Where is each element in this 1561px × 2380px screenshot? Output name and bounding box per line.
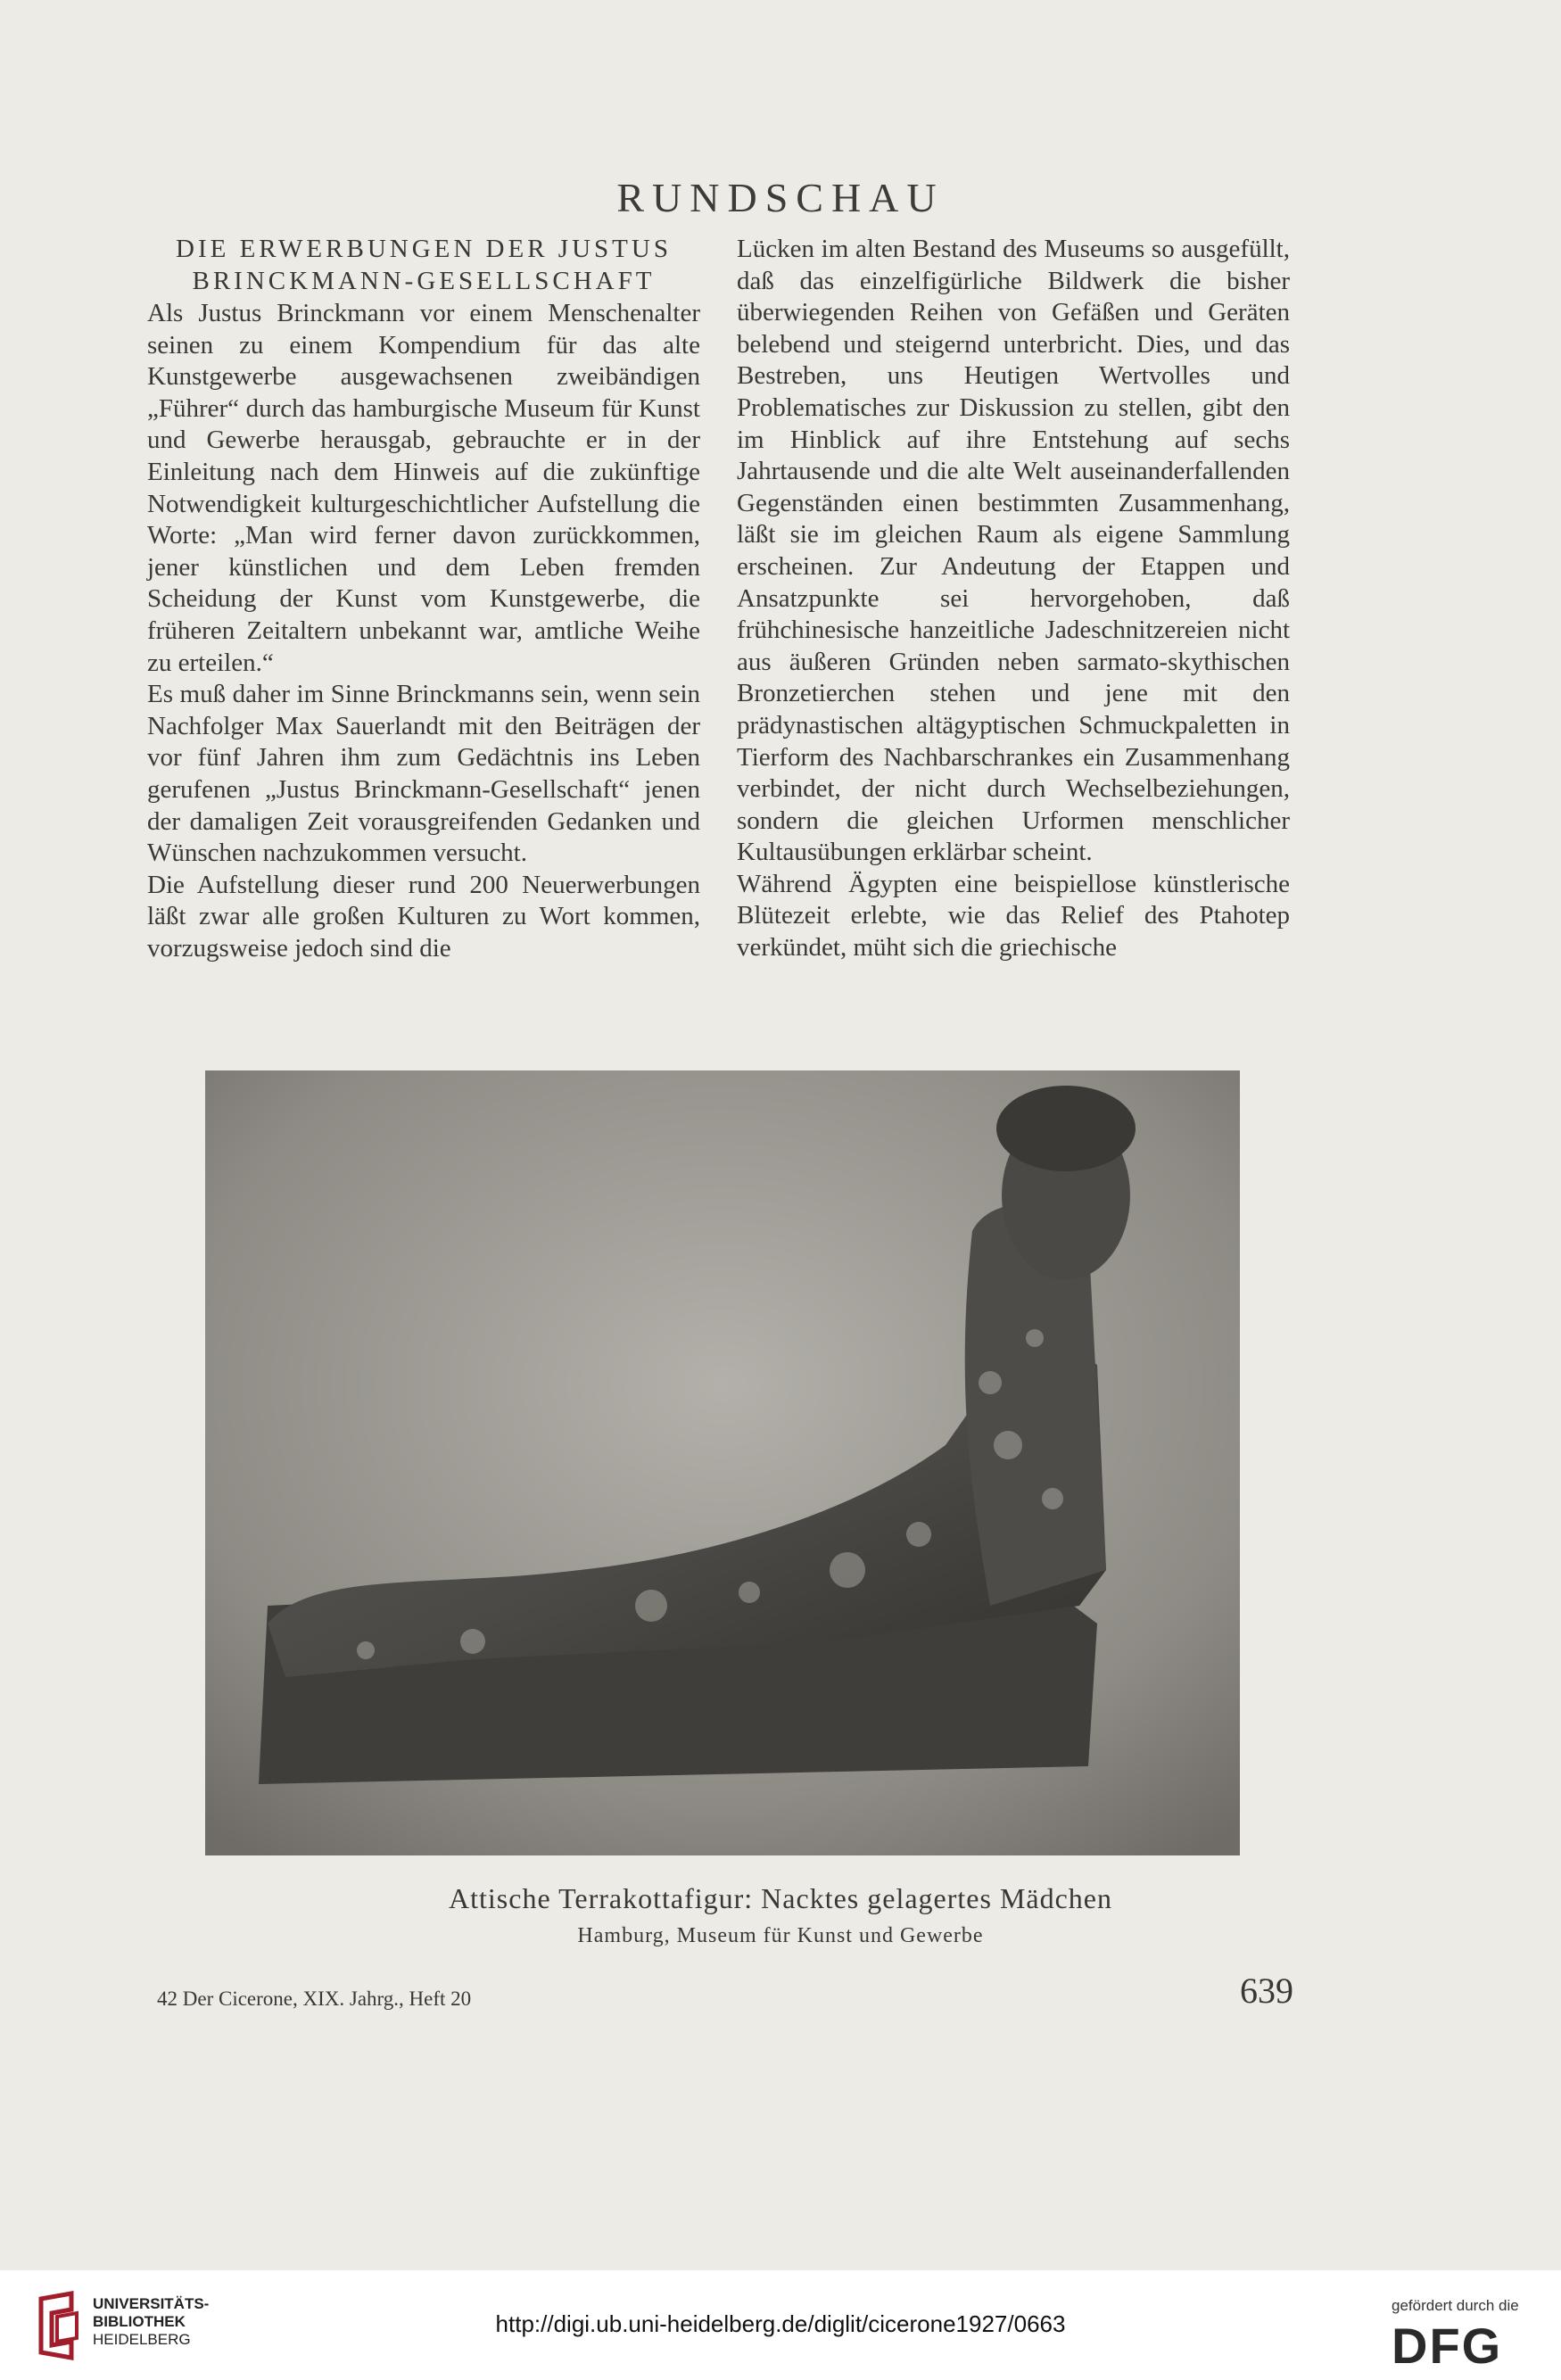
article-title-line-2: BRINCKMANN-GESELLSCHAFT — [192, 267, 656, 295]
library-footer-bar — [0, 2270, 1561, 2380]
page-number: 639 — [1240, 1971, 1293, 2011]
terracotta-figure-photo — [205, 1070, 1240, 1855]
paragraph: Die Aufstellung dieser rund 200 Neuerwerbungen läßt zwar alle großen Kulturen zu Wort kommen, vorzugsweise jedoch sind die — [147, 870, 700, 963]
article-title-line-1: DIE ERWERBUNGEN DER JUSTUS — [176, 235, 672, 263]
funding-label: gefördert durch die — [1392, 2297, 1519, 2314]
logo-line: HEIDELBERG — [93, 2331, 191, 2348]
figure-credit: Hamburg, Museum für Kunst und Gewerbe — [577, 1924, 984, 1947]
left-column — [147, 234, 700, 964]
paragraph: Es muß daher im Sinne Brinckmanns sein, wenn sein Nachfolger Max Sauerlandt mit den Beiträgen der vor fünf Jahren ihm zum Gedächtnis ins Leben gerufenen „Justus Brinckmann-Gesellschaft“ jenen der damaligen Zeit vorausgreifenden Gedanken und Wünschen nachzukommen versucht. — [147, 680, 700, 868]
paragraph: Während Ägypten eine beispiellose künstlerische Blütezeit erlebte, wie das Relief des Ptahotep verkündet, müht sich die griechische — [737, 869, 1290, 963]
dfg-logo-icon[interactable] — [1392, 2322, 1534, 2368]
figure-caption: Attische Terrakottafigur: Nacktes gelagertes Mädchen — [449, 1882, 1112, 1914]
svg-text:DFG: DFG — [1392, 2322, 1503, 2368]
journal-reference: 42 Der Cicerone, XIX. Jahrg., Heft 20 — [157, 1987, 472, 2010]
logo-line: UNIVERSITÄTS- — [93, 2295, 210, 2312]
paragraph: Lücken im alten Bestand des Museums so ausgefüllt, daß das einzelfigürliche Bildwerk die bisher überwiegenden Reihen von Gefäßen und Geräten belebend und steigernd unterbricht. Dies, und das Bestreben, uns Heutigen Wertvolles und Problematisches zur Diskussion zu stellen, gibt den im Hinblick auf ihre Entstehung auf sechs Jahrtausende und die alte Welt auseinanderfallenden Gegenständen einen bestimmten Zusammenhang, läßt sie im gleichen Raum als eigene Sammlung erscheinen. Zur Andeutung der Etappen und Ansatzpunkte sei hervorgehoben, daß frühchinesische hanzeitliche Jadeschnitzereien nicht aus äußeren Gründen neben sarmato-skythischen Bronzetierchen stehen und jene mit den prädynastischen altägyptischen Schmuckpaletten in Tierform des Nachbarschrankes ein Zusammenhang verbindet, der nicht durch Wechselbeziehungen, sondern die gleichen Urformen menschlicher Kultausübungen erklärbar scheint. — [737, 235, 1290, 867]
permalink-url[interactable]: http://digi.ub.uni-heidelberg.de/diglit/cicerone1927/0663 — [495, 2310, 1066, 2337]
paragraph: Als Justus Brinckmann vor einem Menschenalter seinen zu einem Kompendium für das alte Kunstgewerbe ausgewachsenen zweibändigen „Führer“ durch das hamburgische Museum für Kunst und Gewerbe herausgab, gebrauchte er in der Einleitung nach dem Hinweis auf die zukünftige Notwendigkeit kulturgeschichtlicher Aufstellung die Worte: „Man wird ferner davon zurückkommen, jener künstlichen und dem Leben fremden Scheidung der Kunst vom Kunstgewerbe, die früheren Zeitaltern unbekannt war, amtliche Weihe zu erteilen.“ — [147, 299, 700, 677]
section-heading: RUNDSCHAU — [616, 175, 945, 220]
right-column — [737, 234, 1290, 964]
logo-line: BIBLIOTHEK — [93, 2313, 186, 2330]
